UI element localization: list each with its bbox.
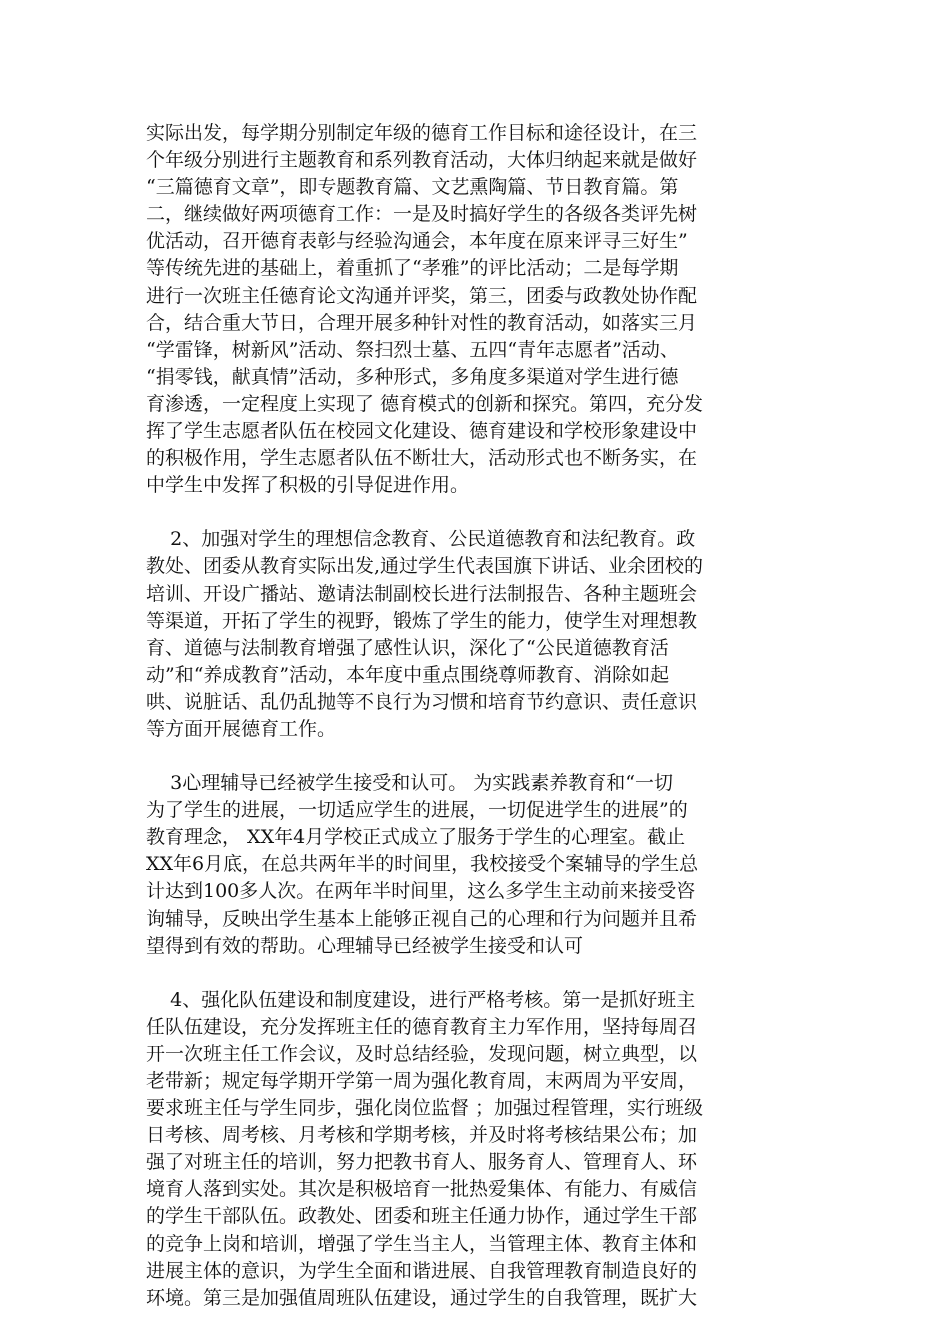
text-line: 教育理念， XX年4月学校正式成立了服务于学生的心理室。截止 [146, 826, 686, 849]
text-line: 育、道德与法制教育增强了感性认识，深化了“公民道德教育活 [146, 636, 669, 659]
text-line: 3心理辅导已经被学生接受和认可。 为实践素养教育和“一切 [146, 772, 674, 795]
text-line: 境育人落到实处。其次是积极培育一批热爱集体、有能力、有威信 [146, 1178, 698, 1201]
text-line: 环境。第三是加强值周班队伍建设，通过学生的自我管理，既扩大 [146, 1286, 698, 1309]
text-line: 望得到有效的帮助。心理辅导已经被学生接受和认可 [146, 934, 584, 957]
text-line: 动”和“养成教育”活动，本年度中重点围绕尊师教育、消除如起 [146, 663, 670, 686]
text-line: 育渗透，一定程度上实现了 德育模式的创新和探究。第四，充分发 [146, 392, 704, 415]
paragraph-3 [146, 770, 806, 960]
text-line: 等方面开展德育工作。 [146, 717, 337, 740]
text-line: 个年级分别进行主题教育和系列教育活动，大体归纳起来就是做好 [146, 149, 698, 172]
text-line: 老带新；规定每学期开学第一周为强化教育周，末两周为平安周， [146, 1070, 698, 1092]
text-line: 的竞争上岗和培训，增强了学生当主人，当管理主体、教育主体和 [146, 1232, 698, 1255]
text-line: 等渠道，开拓了学生的视野，锻炼了学生的能力，使学生对理想教 [146, 609, 698, 632]
text-line: 询辅导，反映出学生基本上能够正视自己的心理和行为问题并且希 [146, 907, 698, 930]
text-line: 进行一次班主任德育论文沟通并评奖，第三，团委与政教处协作配 [146, 284, 698, 307]
text-line: 哄、说脏话、乱仍乱抛等不良行为习惯和培育节约意识、责任意识 [146, 690, 698, 713]
text-line: 进展主体的意识，为学生全面和谐进展、自我管理教育制造良好的 [146, 1259, 698, 1282]
document-page [146, 120, 806, 1312]
text-line: 日考核、周考核、月考核和学期考核，并及时将考核结果公布；加 [146, 1124, 698, 1147]
text-line: 教处、团委从教育实际出发,通过学生代表国旗下讲话、业余团校的 [146, 555, 704, 578]
paragraph-2 [146, 526, 806, 743]
text-line: 的学生干部队伍。政教处、团委和班主任通力协作，通过学生干部 [146, 1205, 698, 1228]
text-line: 的积极作用，学生志愿者队伍不断壮大，活动形式也不断务实，在 [146, 447, 698, 470]
text-line: 任队伍建设，充分发挥班主任的德育教育主力军作用，坚持每周召 [146, 1015, 698, 1038]
text-line: 培训、开设广播站、邀请法制副校长进行法制报告、各种主题班会 [146, 582, 698, 605]
text-line: 4、强化队伍建设和制度建设，进行严格考核。第一是抓好班主 [146, 988, 696, 1011]
text-line: 二，继续做好两项德育工作：一是及时搞好学生的各级各类评先树 [146, 203, 698, 226]
text-line: 中学生中发挥了积极的引导促进作用。 [146, 474, 470, 497]
text-line: 等传统先进的基础上，着重抓了“孝雅”的评比活动；二是每学期 [146, 257, 679, 280]
text-line: 挥了学生志愿者队伍在校园文化建设、德育建设和学校形象建设中 [146, 420, 698, 443]
text-line: 开一次班主任工作会议，及时总结经验，发现问题，树立典型，以 [146, 1042, 698, 1065]
paragraph-1 [146, 120, 806, 499]
paragraph-4 [146, 987, 806, 1312]
text-line: 强了对班主任的培训，努力把教书育人、服务育人、管理育人、环 [146, 1151, 698, 1174]
text-line: 计达到100多人次。在两年半时间里，这么多学生主动前来接受咨 [146, 880, 696, 903]
text-line: “三篇德育文章”，即专题教育篇、文艺熏陶篇、节日教育篇。第 [146, 176, 679, 199]
text-line: 合，结合重大节日，合理开展多种针对性的教育活动，如落实三月 [146, 311, 698, 334]
text-line: 优活动，召开德育表彰与经验沟通会，本年度在原来评寻三好生” [146, 230, 688, 253]
text-line: 2、加强对学生的理想信念教育、公民道德教育和法纪教育。政 [146, 528, 696, 551]
text-line: 要求班主任与学生同步，强化岗位监督 ；加强过程管理，实行班级 [146, 1097, 704, 1120]
text-line: 为了学生的进展，一切适应学生的进展，一切促进学生的进展”的 [146, 799, 688, 822]
text-line: “捐零钱，献真情”活动，多种形式，多角度多渠道对学生进行德 [146, 365, 679, 388]
text-line: XX年6月底，在总共两年半的时间里，我校接受个案辅导的学生总 [146, 853, 699, 876]
text-line: 实际出发，每学期分别制定年级的德育工作目标和途径设计，在三 [146, 122, 698, 144]
text-line: “学雷锋，树新风”活动、祭扫烈士墓、五四“青年志愿者”活动、 [146, 338, 679, 361]
